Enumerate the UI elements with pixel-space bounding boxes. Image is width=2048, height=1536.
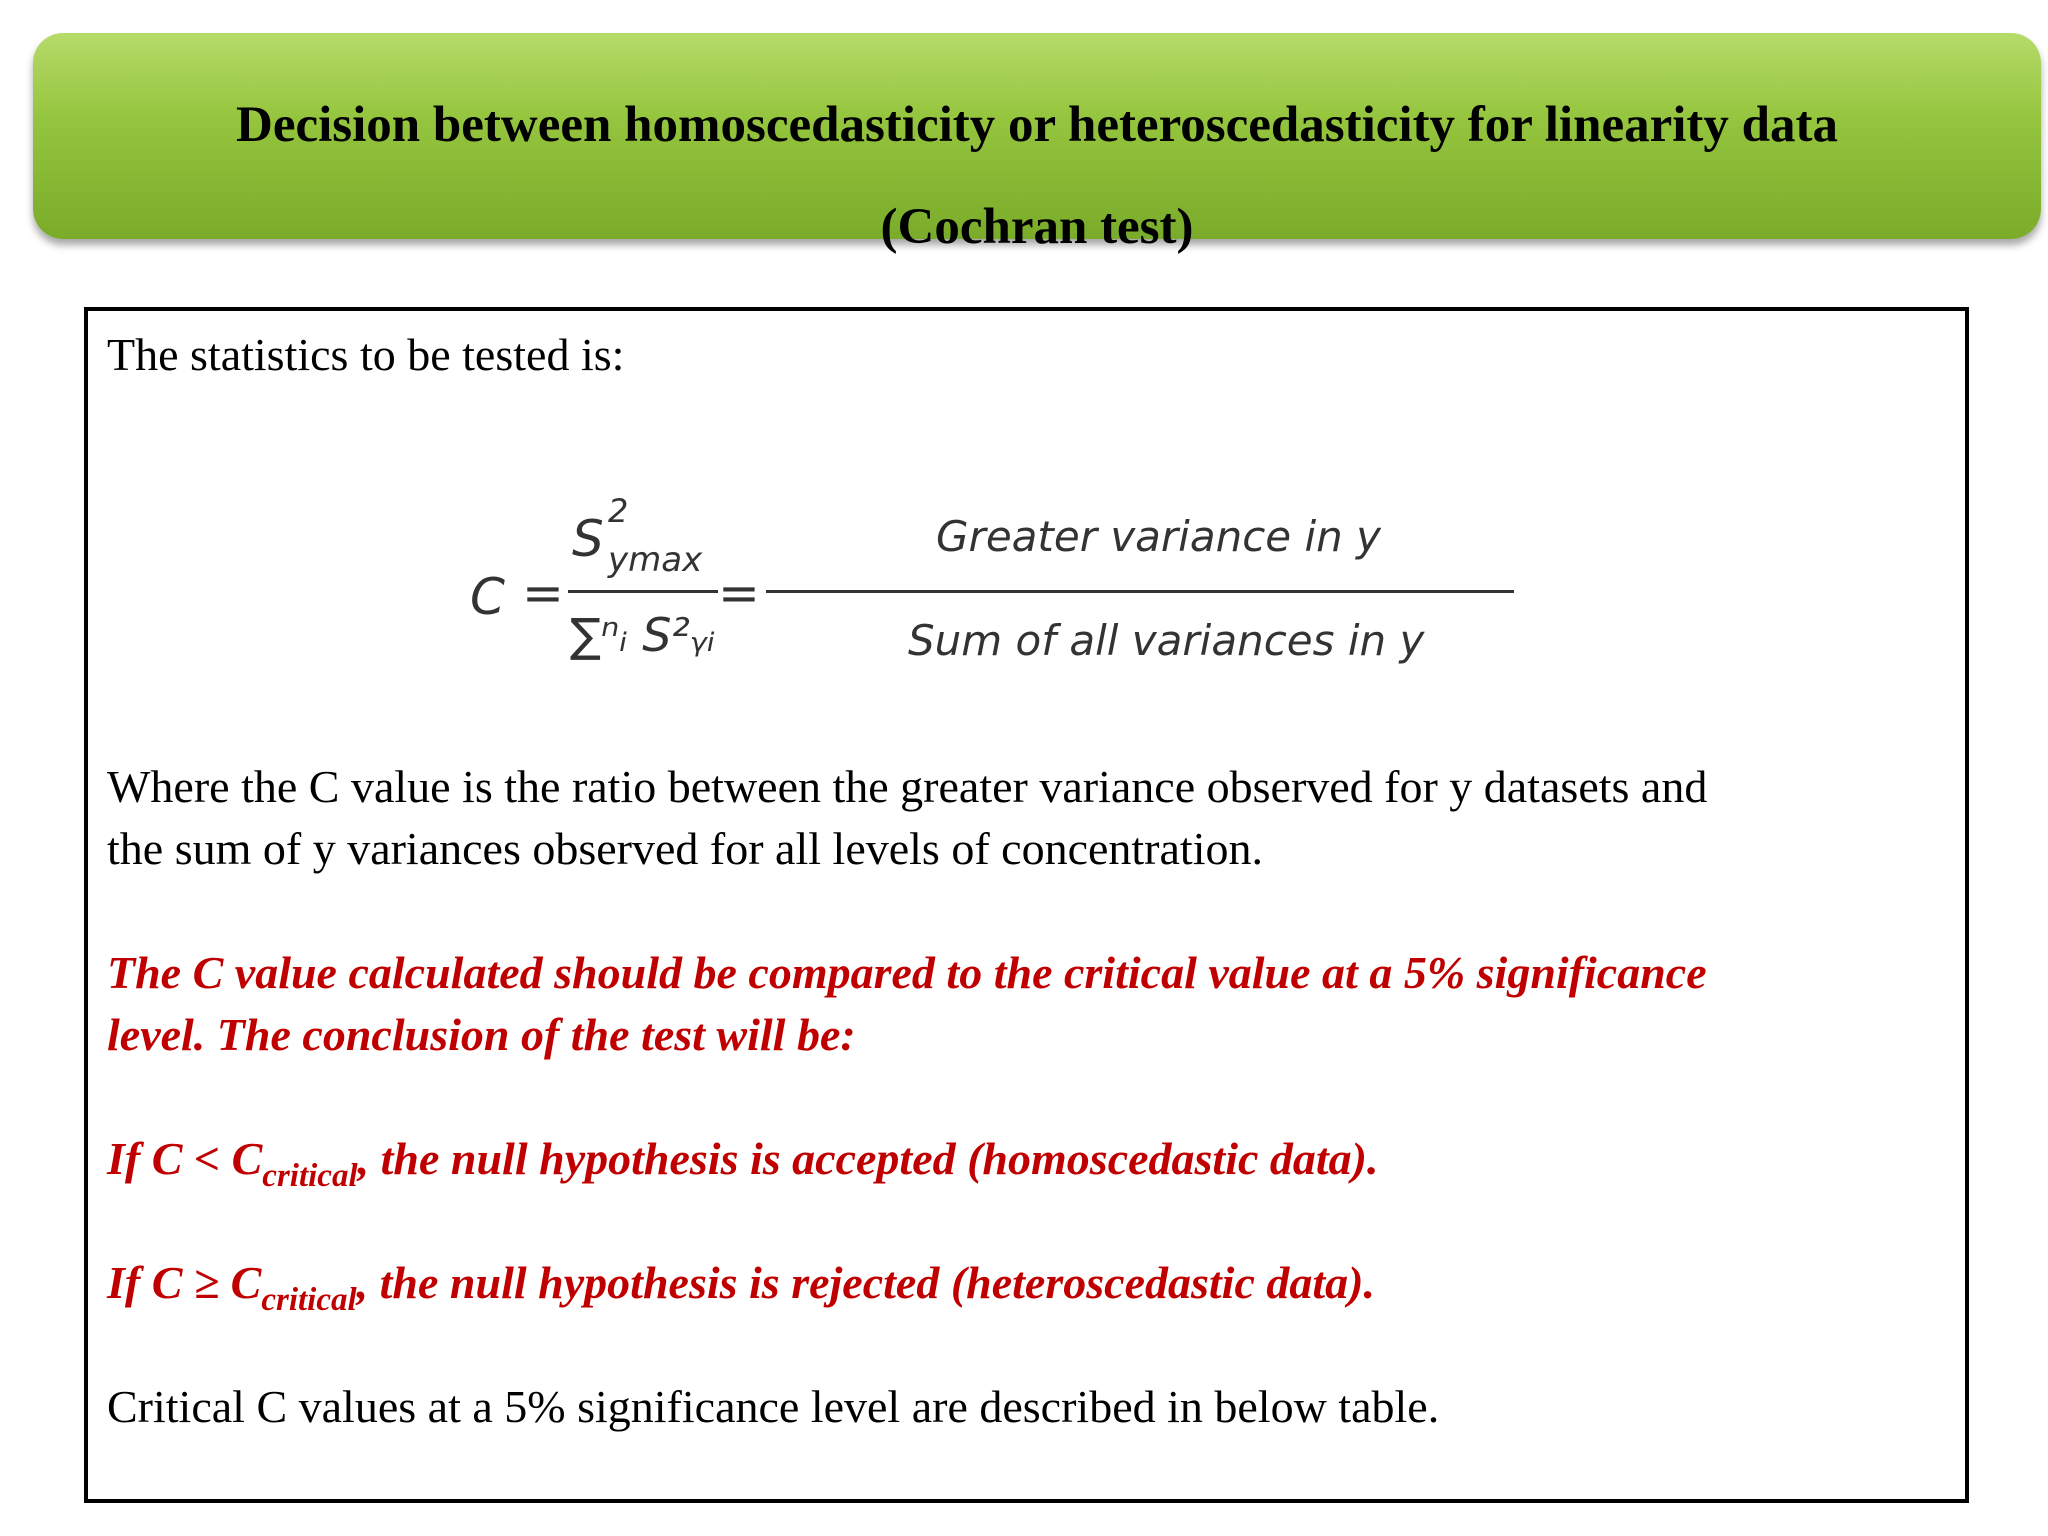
formula-verbal-numerator: Greater variance in y xyxy=(936,512,1381,561)
closing-text: Critical C values at a 5% significance level are described in below table. xyxy=(107,1381,1440,1432)
cochran-formula xyxy=(460,490,1520,710)
definition-line-1: Where the C value is the ratio between the greater variance observed for y datasets and xyxy=(107,761,1708,812)
comparison-line-2: level. The conclusion of the test will be: xyxy=(107,1009,856,1060)
formula-verbal-bar xyxy=(766,590,1514,593)
subscript-critical: critical xyxy=(262,1158,358,1194)
formula-fraction-bar xyxy=(568,590,718,593)
title-line-2: (Cochran test) xyxy=(880,199,1194,255)
formula-lhs: C xyxy=(470,568,505,626)
subscript-critical: critical xyxy=(261,1282,357,1318)
title-banner xyxy=(33,33,2041,255)
definition-line-2: the sum of y variances observed for all levels of concentration. xyxy=(107,823,1263,874)
title-line-1: Decision between homoscedasticity or heteroscedasticity for linearity data xyxy=(236,97,1838,153)
formula-denominator: ∑ⁿᵢ S²ᵧᵢ xyxy=(570,608,716,662)
rule-accept: If $C < C_{critical}$, the null hypothesis is accepted (homoscedastic data). xyxy=(107,1133,1379,1194)
formula-equals-2: = xyxy=(718,564,760,622)
intro-text: The statistics to be tested is: xyxy=(107,329,625,380)
comparison-line-1: The C value calculated should be compared to the critical value at a 5% significance xyxy=(107,947,1707,998)
formula-verbal-denominator: Sum of all variances in y xyxy=(908,616,1425,665)
formula-equals-1: = xyxy=(522,564,564,622)
rule-reject: If $C \ge C_{critical}$, the null hypothesis is rejected (heteroscedastic data). xyxy=(107,1257,1375,1318)
formula-numerator: S 2 ymax xyxy=(572,492,703,580)
